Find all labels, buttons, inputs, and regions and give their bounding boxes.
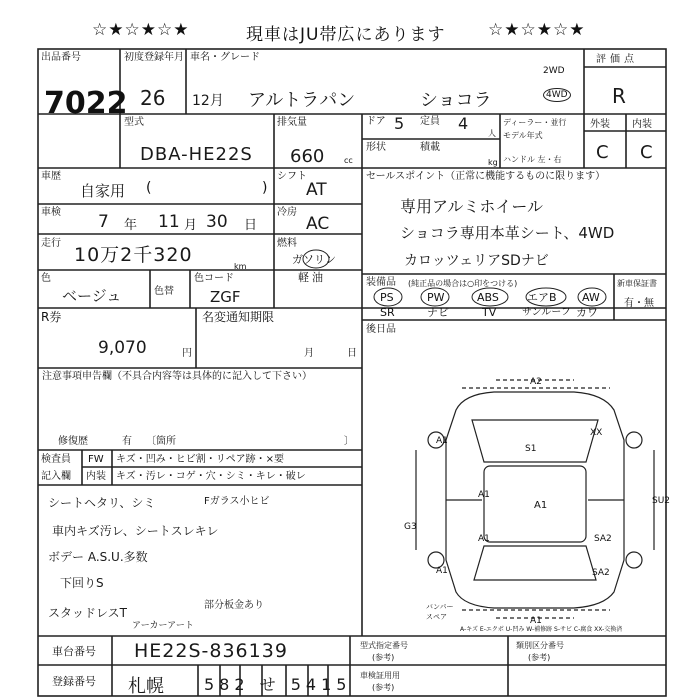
mark-s1-roof: S1	[525, 444, 537, 454]
capacity-label: 定員	[420, 116, 440, 127]
load-label: 積載	[420, 142, 440, 153]
shift-value: AT	[306, 180, 327, 200]
exterior-label: 外装	[590, 119, 610, 130]
displacement-unit: cc	[344, 156, 353, 165]
mark-a1-rlw: A1	[436, 566, 448, 576]
score-value: R	[612, 84, 626, 108]
remark-8: 部分板金あり	[204, 600, 264, 611]
recycle-label: R券	[41, 310, 62, 324]
recycle-unit: 円	[182, 348, 192, 359]
inspection-year-unit: 年	[124, 218, 138, 233]
recycle-value: 9,070	[98, 338, 147, 358]
equipment-circles	[366, 284, 616, 308]
fuel-label: 燃料	[277, 238, 297, 249]
capacity-value: 4	[458, 114, 469, 133]
header-stars-left: ☆★☆★☆★	[92, 20, 190, 40]
equipment-pw: PW	[427, 291, 445, 304]
retrofit-label: 後日品	[366, 324, 396, 335]
equipment-aw: AW	[582, 291, 600, 304]
dealer-label: ディーラー・並行	[503, 118, 567, 127]
doors-value: 5	[394, 114, 405, 133]
interior-value: C	[640, 142, 653, 163]
mark-su2: SU2	[652, 496, 671, 506]
color-code: ZGF	[210, 288, 241, 306]
chassis-label: 車台番号	[52, 645, 96, 658]
fuel-light-oil: 軽油	[298, 271, 326, 284]
sales-line-2: ショコラ専用本革シート、4WD	[400, 224, 615, 242]
interior-label: 内装	[632, 119, 652, 130]
mileage-label: 走行	[41, 238, 61, 249]
remark-4: 下回りS	[60, 576, 104, 590]
inspector-label: 検査員	[41, 454, 71, 465]
header-stars-right: ☆★☆★☆★	[488, 20, 586, 40]
inspection-year: 7	[98, 212, 109, 232]
remark-1: シートヘタリ、シミ	[48, 496, 156, 510]
repair-label: 修復歴	[58, 436, 88, 447]
inspection-day: 30	[206, 212, 228, 232]
capacity-unit: 人	[488, 129, 496, 138]
equipment-note: (純正品の場合は○印をつける)	[408, 279, 518, 288]
doors-label: ドア	[366, 116, 386, 127]
first-reg-label: 初度登録年月	[124, 52, 184, 63]
mark-a1-fl: A1	[436, 436, 448, 446]
mark-a1-rl: A1	[478, 534, 490, 544]
header-title: 現車はJU帯広にあります	[246, 25, 446, 45]
interior-check-items: キズ・汚レ・コゲ・穴・シミ・キレ・破レ	[116, 471, 306, 482]
fuel-gasoline: ガソリン	[292, 253, 336, 266]
model-value: DBA-HE22S	[140, 144, 253, 165]
fixed-no-label: 型式指定番号	[360, 641, 408, 650]
tax-notice-month: 月	[304, 348, 314, 359]
entry-label: 記入欄	[41, 471, 71, 482]
fuel-selected-circle	[300, 246, 350, 272]
plate-label: 登録番号	[52, 675, 96, 688]
history-label: 車歴	[41, 171, 61, 182]
fw-label: FW	[88, 454, 104, 465]
sales-line-1: 専用アルミホイール	[400, 197, 544, 216]
lot-number: 7022	[44, 86, 128, 121]
model-label: 型式	[124, 117, 144, 128]
equipment-label: 装備品	[366, 277, 396, 288]
remark-2: 車内キズ汚レ、シートスレキレ	[52, 524, 219, 538]
mark-g3: G3	[404, 522, 417, 532]
equipment-sunroof: サンルーフ	[522, 307, 571, 318]
mark-xx: XX	[590, 428, 603, 438]
equipment-airbag: エアB	[527, 291, 557, 304]
shape-label: 形状	[366, 142, 386, 153]
mileage-unit: km	[234, 262, 247, 271]
inspection-month-unit: 月	[184, 218, 198, 233]
repair-bracket-close: 〕	[344, 436, 354, 447]
color-code-label: 色コード	[194, 273, 234, 284]
displacement-label: 排気量	[277, 117, 307, 128]
equipment-ps: PS	[380, 291, 394, 304]
bumper-note: バンパー スペア	[426, 603, 454, 621]
vehicle-grade: ショコラ	[420, 90, 492, 111]
shift-label: シフト	[277, 171, 307, 182]
plate-number: 582 せ 5415	[204, 675, 352, 694]
history-paren-close: )	[262, 180, 268, 196]
ac-label: 冷房	[277, 207, 297, 218]
remark-5: スタッドレスT	[48, 606, 127, 620]
equipment-sr: SR	[380, 306, 395, 319]
fw-items: キズ・凹み・ヒビ割・リペア跡・×要	[116, 454, 284, 465]
notes-label: 注意事項申告欄（不具合内容等は具体的に記入して下さい）	[42, 371, 312, 382]
repair-yes: 有	[122, 436, 132, 447]
mileage-value: 10万2千320	[74, 244, 193, 266]
repair-bracket-open: 〔箇所	[146, 436, 176, 447]
equipment-navi: ナビ	[427, 306, 449, 319]
mark-a1-left: A1	[478, 490, 490, 500]
history-value: 自家用	[80, 182, 126, 200]
mark-a1-center: A1	[534, 500, 548, 511]
interior-check-label: 内装	[86, 471, 106, 482]
remark-6: Fガラス小ヒビ	[204, 496, 270, 507]
equipment-abs: ABS	[477, 291, 499, 304]
color-change-label: 色替	[154, 286, 174, 297]
tax-notice-label: 名変通知期限	[202, 310, 275, 324]
equipment-tv: TV	[482, 306, 497, 319]
lot-label: 出品番号	[41, 52, 81, 63]
drive-4wd: 4WD	[543, 88, 571, 102]
fixed-no-sub: (参考)	[372, 653, 395, 662]
plate-city: 札幌	[128, 676, 164, 697]
sales-line-3: カロッツェリアSDナビ	[404, 253, 549, 269]
exterior-value: C	[596, 142, 609, 163]
color-value: ベージュ	[62, 287, 122, 305]
ac-value: AC	[306, 214, 330, 234]
mark-sa2-right: SA2	[594, 534, 612, 544]
model-year-label: モデル年式	[503, 131, 543, 140]
inspection-month: 11	[158, 212, 180, 232]
score-label: 評価点	[596, 54, 638, 65]
drive-2wd: 2WD	[543, 66, 565, 76]
sales-label: セールスポイント（正常に機能するものに限ります）	[366, 171, 606, 182]
warranty-label: 新車保証書	[617, 279, 657, 288]
displacement-value: 660	[290, 146, 325, 167]
equipment-leather: カワ	[576, 306, 598, 319]
first-reg-month: 12月	[192, 93, 224, 109]
chassis-value: HE22S-836139	[134, 640, 288, 662]
mark-sa2-rr: SA2	[592, 568, 610, 578]
vehicle-name: アルトラパン	[248, 90, 356, 111]
inspection-day-unit: 日	[244, 218, 258, 233]
mark-a2-top: A2	[530, 377, 542, 387]
handle-label: ハンドル 左・右	[503, 155, 562, 164]
remark-7: アーカーアート	[132, 621, 194, 631]
tax-notice-day: 日	[347, 348, 357, 359]
damage-diagram	[364, 370, 664, 634]
cert-label: 車検証用用	[360, 671, 400, 680]
class-no-sub: (参考)	[528, 653, 551, 662]
mark-a1-bottom: A1	[530, 616, 542, 626]
first-reg-year: 26	[140, 86, 166, 110]
damage-legend: A-キズ E-エクボ U-凹み W-補修跡 S-サビ C-腐食 XX-交換済	[460, 626, 623, 633]
inspection-label: 車検	[41, 207, 61, 218]
class-no-label: 類別区分番号	[516, 641, 564, 650]
history-paren-open: (	[146, 180, 152, 196]
vehicle-label: 車名・グレード	[190, 52, 260, 63]
color-label: 色	[41, 273, 51, 284]
remark-3: ボデー A.S.U.多数	[48, 550, 148, 564]
load-unit: kg	[488, 158, 498, 167]
warranty-value: 有・無	[624, 298, 654, 309]
cert-sub: (参考)	[372, 683, 395, 692]
